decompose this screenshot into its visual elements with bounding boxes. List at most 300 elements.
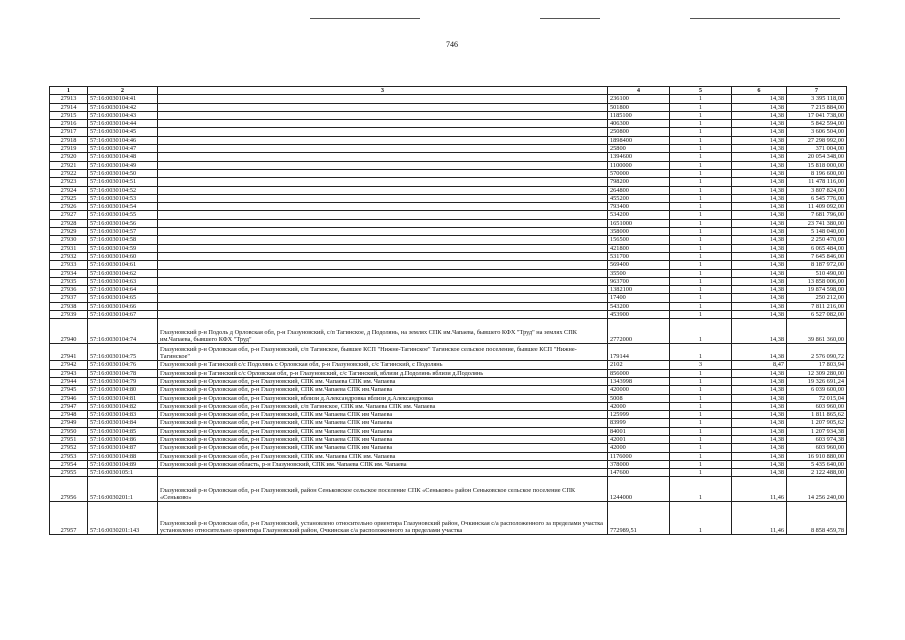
cadastral-number-cell: 57:16:0030104:44: [88, 120, 158, 128]
area-cell: 406300: [608, 120, 670, 128]
area-cell: 358000: [608, 228, 670, 236]
rate-cell: 14,38: [732, 169, 787, 177]
row-number-cell: 27942: [50, 361, 88, 369]
share-cell: 1: [670, 444, 732, 452]
address-cell: Глазуновский р-н Орловская обл, р-н Глазуновский, СПК им. Чапаева СПК им. Чапаева: [158, 377, 608, 385]
share-cell: 1: [670, 460, 732, 468]
address-cell: Глазуновский р-н Орловская обл, р-н Глазуновский, с/п Тагинское, бывшее КСП "Нижне-Тагинское" Тагинское сельское поселение, бывшее КСП "Нижне-Тагинское": [158, 344, 608, 361]
rate-cell: 14,38: [732, 128, 787, 136]
cadastral-number-cell: 57:16:0030104:50: [88, 169, 158, 177]
rate-cell: 14,38: [732, 452, 787, 460]
cadastral-number-cell: 57:16:0030104:55: [88, 211, 158, 219]
address-cell: [158, 136, 608, 144]
area-cell: 42000: [608, 402, 670, 410]
cadastral-value-cell: 6 545 776,00: [787, 194, 847, 202]
address-cell: Глазуновский р-н Орловская обл, р-н Глазуновский, СПК им Чапаева СПК им Чапаева: [158, 411, 608, 419]
rate-cell: 14,38: [732, 402, 787, 410]
row-number-cell: 27948: [50, 411, 88, 419]
cadastral-value-cell: 1 811 865,62: [787, 411, 847, 419]
area-cell: 2772000: [608, 319, 670, 344]
row-number-cell: 27954: [50, 460, 88, 468]
table-row: [50, 452, 847, 460]
table-row: [50, 203, 847, 211]
row-number-cell: 27932: [50, 252, 88, 260]
rate-cell: 14,38: [732, 236, 787, 244]
area-cell: 236100: [608, 95, 670, 103]
cadastral-value-cell: 20 054 348,00: [787, 153, 847, 161]
area-cell: 1651000: [608, 219, 670, 227]
row-number-cell: 27917: [50, 128, 88, 136]
rate-cell: 14,38: [732, 203, 787, 211]
area-cell: 1100000: [608, 161, 670, 169]
row-number-cell: 27955: [50, 469, 88, 477]
cadastral-value-cell: 2 122 488,00: [787, 469, 847, 477]
cadastral-value-cell: 12 309 280,00: [787, 369, 847, 377]
share-cell: 1: [670, 178, 732, 186]
area-cell: 455200: [608, 194, 670, 202]
share-cell: 1: [670, 261, 732, 269]
rate-cell: 14,38: [732, 377, 787, 385]
rate-cell: 14,38: [732, 136, 787, 144]
rate-cell: 14,38: [732, 269, 787, 277]
area-cell: 856000: [608, 369, 670, 377]
cadastral-number-cell: 57:16:0030104:66: [88, 302, 158, 310]
cadastral-value-cell: 27 298 992,00: [787, 136, 847, 144]
rate-cell: 14,38: [732, 219, 787, 227]
area-cell: 378000: [608, 460, 670, 468]
cadastral-number-cell: 57:16:0030104:51: [88, 178, 158, 186]
table-row: [50, 302, 847, 310]
cadastral-number-cell: 57:16:0030104:87: [88, 444, 158, 452]
rate-cell: 14,38: [732, 469, 787, 477]
cadastral-number-cell: 57:16:0030104:80: [88, 386, 158, 394]
area-cell: 453900: [608, 311, 670, 319]
row-number-cell: 27915: [50, 111, 88, 119]
row-number-cell: 27943: [50, 369, 88, 377]
cadastral-number-cell: 57:16:0030104:57: [88, 228, 158, 236]
table-row: [50, 136, 847, 144]
cadastral-number-cell: 57:16:0030104:86: [88, 435, 158, 443]
address-cell: Глазуновский р-н Орловская обл, р-н Глазуновский, с/п Тагинское, СПК им. Чапаева СПК им. Чапаева: [158, 402, 608, 410]
table-row: [50, 95, 847, 103]
row-number-cell: 27913: [50, 95, 88, 103]
share-cell: 1: [670, 244, 732, 252]
cadastral-value-cell: 6 039 600,00: [787, 386, 847, 394]
rate-cell: 14,38: [732, 411, 787, 419]
row-number-cell: 27951: [50, 435, 88, 443]
address-cell: Глазуновский р-н Тагинский с/с Орловская обл, р-н Глазуновский, с/с Тагинский, вблизи д.Подолянь вблизи д.Подолянь: [158, 369, 608, 377]
cadastral-value-cell: 6 527 082,00: [787, 311, 847, 319]
address-cell: [158, 302, 608, 310]
address-cell: Глазуновский р-н Орловская обл, р-н Глазуновский, СПК им. Чапаева СПК им. Чапаева: [158, 452, 608, 460]
row-number-cell: 27933: [50, 261, 88, 269]
row-number-cell: 27944: [50, 377, 88, 385]
cadastral-number-cell: 57:16:0030104:84: [88, 419, 158, 427]
cadastral-number-cell: 57:16:0030104:82: [88, 402, 158, 410]
row-number-cell: 27927: [50, 211, 88, 219]
address-cell: [158, 111, 608, 119]
cadastral-value-cell: 14 256 240,00: [787, 477, 847, 502]
cadastral-value-cell: 19 326 691,24: [787, 377, 847, 385]
cadastral-number-cell: 57:16:0030104:61: [88, 261, 158, 269]
rate-cell: 14,38: [732, 444, 787, 452]
area-cell: 1898400: [608, 136, 670, 144]
cadastral-number-cell: 57:16:0030104:65: [88, 294, 158, 302]
address-cell: [158, 269, 608, 277]
area-cell: 1343998: [608, 377, 670, 385]
cadastral-value-cell: 1 207 934,38: [787, 427, 847, 435]
row-number-cell: 27946: [50, 394, 88, 402]
cadastral-value-cell: 603 974,38: [787, 435, 847, 443]
address-cell: [158, 228, 608, 236]
share-cell: 1: [670, 435, 732, 443]
row-number-cell: 27926: [50, 203, 88, 211]
area-cell: 1185100: [608, 111, 670, 119]
area-cell: 83999: [608, 419, 670, 427]
cadastral-number-cell: 57:16:0030104:83: [88, 411, 158, 419]
area-cell: 421800: [608, 244, 670, 252]
area-cell: 569400: [608, 261, 670, 269]
cadastral-number-cell: 57:16:0030104:64: [88, 286, 158, 294]
share-cell: 1: [670, 128, 732, 136]
rate-cell: 14,38: [732, 244, 787, 252]
rate-cell: 14,38: [732, 294, 787, 302]
table-row: [50, 269, 847, 277]
address-cell: Глазуновский р-н Орловская обл, р-н Глазуновский, вблизи д.Александровка вблизи д.Александровка: [158, 394, 608, 402]
row-number-cell: 27935: [50, 277, 88, 285]
row-number-cell: 27940: [50, 319, 88, 344]
area-cell: 35500: [608, 269, 670, 277]
address-cell: [158, 128, 608, 136]
cadastral-value-cell: 510 490,00: [787, 269, 847, 277]
table-row: [50, 178, 847, 186]
address-cell: [158, 236, 608, 244]
rate-cell: 14,38: [732, 277, 787, 285]
share-cell: 1: [670, 95, 732, 103]
rate-cell: 14,38: [732, 394, 787, 402]
cadastral-value-cell: 11 409 092,00: [787, 203, 847, 211]
column-header: 1: [50, 87, 88, 95]
share-cell: 3: [670, 361, 732, 369]
cadastral-number-cell: 57:16:0030104:56: [88, 219, 158, 227]
rate-cell: 14,38: [732, 252, 787, 260]
address-cell: [158, 194, 608, 202]
table-row: [50, 386, 847, 394]
scan-edge-line: [690, 18, 840, 19]
address-cell: [158, 145, 608, 153]
column-header: 3: [158, 87, 608, 95]
share-cell: 1: [670, 286, 732, 294]
share-cell: 1: [670, 219, 732, 227]
table-row: [50, 394, 847, 402]
column-header: 2: [88, 87, 158, 95]
cadastral-value-cell: 2 250 470,00: [787, 236, 847, 244]
row-number-cell: 27939: [50, 311, 88, 319]
area-cell: 2102: [608, 361, 670, 369]
share-cell: 1: [670, 394, 732, 402]
address-cell: [158, 252, 608, 260]
area-cell: 798200: [608, 178, 670, 186]
share-cell: 1: [670, 228, 732, 236]
cadastral-value-cell: 7 681 796,00: [787, 211, 847, 219]
address-cell: [158, 95, 608, 103]
area-cell: 42000: [608, 444, 670, 452]
row-number-cell: 27925: [50, 194, 88, 202]
registry-table: [49, 86, 847, 535]
rate-cell: 14,38: [732, 369, 787, 377]
row-number-cell: 27953: [50, 452, 88, 460]
table-row: [50, 502, 847, 535]
area-cell: 84001: [608, 427, 670, 435]
table-row: [50, 411, 847, 419]
cadastral-number-cell: 57:16:0030201:143: [88, 502, 158, 535]
rate-cell: 14,38: [732, 111, 787, 119]
header-row: [50, 87, 847, 95]
area-cell: 963700: [608, 277, 670, 285]
address-cell: [158, 169, 608, 177]
column-header: 5: [670, 87, 732, 95]
cadastral-value-cell: 17 803,94: [787, 361, 847, 369]
address-cell: [158, 311, 608, 319]
scan-edge-line: [540, 18, 600, 19]
cadastral-value-cell: 603 960,00: [787, 444, 847, 452]
share-cell: 1: [670, 477, 732, 502]
rate-cell: 14,38: [732, 120, 787, 128]
share-cell: 1: [670, 369, 732, 377]
row-number-cell: 27934: [50, 269, 88, 277]
table-row: [50, 477, 847, 502]
cadastral-number-cell: 57:16:0030104:52: [88, 186, 158, 194]
share-cell: 1: [670, 377, 732, 385]
share-cell: 1: [670, 211, 732, 219]
cadastral-value-cell: 19 874 598,00: [787, 286, 847, 294]
area-cell: 125999: [608, 411, 670, 419]
table-row: [50, 469, 847, 477]
table-row: [50, 435, 847, 443]
area-cell: 501800: [608, 103, 670, 111]
cadastral-value-cell: 6 065 484,00: [787, 244, 847, 252]
area-cell: 1382100: [608, 286, 670, 294]
cadastral-number-cell: 57:16:0030201:1: [88, 477, 158, 502]
area-cell: 534200: [608, 211, 670, 219]
cadastral-number-cell: 57:16:0030104:62: [88, 269, 158, 277]
share-cell: 1: [670, 452, 732, 460]
rate-cell: 14,38: [732, 319, 787, 344]
table-row: [50, 128, 847, 136]
rate-cell: 11,46: [732, 477, 787, 502]
table-row: [50, 111, 847, 119]
address-cell: [158, 103, 608, 111]
rate-cell: 14,38: [732, 228, 787, 236]
share-cell: 1: [670, 161, 732, 169]
table-row: [50, 244, 847, 252]
share-cell: 1: [670, 169, 732, 177]
area-cell: 264800: [608, 186, 670, 194]
share-cell: 1: [670, 344, 732, 361]
address-cell: [158, 178, 608, 186]
rate-cell: 14,38: [732, 344, 787, 361]
cadastral-value-cell: 250 212,00: [787, 294, 847, 302]
rate-cell: 14,38: [732, 95, 787, 103]
table-row: [50, 194, 847, 202]
cadastral-value-cell: 7 811 216,00: [787, 302, 847, 310]
share-cell: 1: [670, 120, 732, 128]
share-cell: 1: [670, 252, 732, 260]
table-row: [50, 153, 847, 161]
cadastral-number-cell: 57:16:0030104:67: [88, 311, 158, 319]
table-row: [50, 419, 847, 427]
share-cell: 1: [670, 136, 732, 144]
cadastral-number-cell: 57:16:0030104:47: [88, 145, 158, 153]
address-cell: Глазуновский р-н Орловская обл, р-н Глазуновский, СПК им Чапаева СПК им Чапаева: [158, 435, 608, 443]
row-number-cell: 27937: [50, 294, 88, 302]
share-cell: 1: [670, 311, 732, 319]
row-number-cell: 27938: [50, 302, 88, 310]
cadastral-number-cell: 57:16:0030104:53: [88, 194, 158, 202]
share-cell: 1: [670, 203, 732, 211]
address-cell: [158, 469, 608, 477]
address-cell: [158, 294, 608, 302]
share-cell: 1: [670, 302, 732, 310]
row-number-cell: 27914: [50, 103, 88, 111]
rate-cell: 14,38: [732, 302, 787, 310]
address-cell: [158, 219, 608, 227]
cadastral-number-cell: 57:16:0030104:60: [88, 252, 158, 260]
table-row: [50, 186, 847, 194]
area-cell: 156500: [608, 236, 670, 244]
table-row: [50, 161, 847, 169]
area-cell: 5008: [608, 394, 670, 402]
area-cell: 793400: [608, 203, 670, 211]
rate-cell: 8,47: [732, 361, 787, 369]
row-number-cell: 27930: [50, 236, 88, 244]
share-cell: 1: [670, 153, 732, 161]
area-cell: 42001: [608, 435, 670, 443]
address-cell: Глазуновский р-н Орловская обл, р-н Глазуновский, СПК им.Чапаева СПК им.Чапаева: [158, 386, 608, 394]
address-cell: [158, 120, 608, 128]
row-number-cell: 27956: [50, 477, 88, 502]
table-row: [50, 294, 847, 302]
table-row: [50, 277, 847, 285]
share-cell: 1: [670, 186, 732, 194]
cadastral-value-cell: 5 148 040,00: [787, 228, 847, 236]
cadastral-value-cell: 72 015,04: [787, 394, 847, 402]
row-number-cell: 27949: [50, 419, 88, 427]
cadastral-number-cell: 57:16:0030104:74: [88, 319, 158, 344]
area-cell: 570000: [608, 169, 670, 177]
address-cell: Глазуновский р-н Орловская обл, р-н Глазуновский, СПК им Чапаева СПК им Чапаева: [158, 427, 608, 435]
cadastral-number-cell: 57:16:0030104:81: [88, 394, 158, 402]
share-cell: 1: [670, 277, 732, 285]
cadastral-number-cell: 57:16:0030104:41: [88, 95, 158, 103]
row-number-cell: 27924: [50, 186, 88, 194]
cadastral-value-cell: 16 910 880,00: [787, 452, 847, 460]
table-row: [50, 120, 847, 128]
table-row: [50, 427, 847, 435]
share-cell: 1: [670, 469, 732, 477]
area-cell: 1176000: [608, 452, 670, 460]
table-row: [50, 261, 847, 269]
cadastral-number-cell: 57:16:0030104:59: [88, 244, 158, 252]
area-cell: 531700: [608, 252, 670, 260]
cadastral-number-cell: 57:16:0030104:58: [88, 236, 158, 244]
rate-cell: 14,38: [732, 103, 787, 111]
row-number-cell: 27916: [50, 120, 88, 128]
cadastral-number-cell: 57:16:0030104:63: [88, 277, 158, 285]
rate-cell: 14,38: [732, 211, 787, 219]
table-row: [50, 211, 847, 219]
address-cell: Глазуновский р-н Орловская обл, р-н Глазуновский, СПК им Чапаева СПК им Чапаева: [158, 419, 608, 427]
column-header: 7: [787, 87, 847, 95]
table-row: [50, 169, 847, 177]
cadastral-number-cell: 57:16:0030104:49: [88, 161, 158, 169]
cadastral-number-cell: 57:16:0030104:85: [88, 427, 158, 435]
table-row: [50, 460, 847, 468]
cadastral-value-cell: 17 041 738,00: [787, 111, 847, 119]
cadastral-value-cell: 23 741 380,00: [787, 219, 847, 227]
cadastral-value-cell: 8 196 600,00: [787, 169, 847, 177]
cadastral-value-cell: 3 395 118,00: [787, 95, 847, 103]
cadastral-number-cell: 57:16:0030104:89: [88, 460, 158, 468]
row-number-cell: 27952: [50, 444, 88, 452]
address-cell: Глазуновский р-н Орловская область, р-н Глазуновский, СПК им. Чапаева СПК им. Чапаева: [158, 460, 608, 468]
table-row: [50, 236, 847, 244]
table-row: [50, 377, 847, 385]
address-cell: Глазуновский р-н Орловская обл, р-н Глазуновский, установлено относительно ориентира Глазуновский район, Очкинская с/а расположенного за пределами участка установлено относительно ориентира Глазуновский район, Очкинская с/а расположенного за пределами участка: [158, 502, 608, 535]
row-number-cell: 27931: [50, 244, 88, 252]
area-cell: 1244000: [608, 477, 670, 502]
rate-cell: 14,38: [732, 311, 787, 319]
table-row: [50, 228, 847, 236]
address-cell: Глазуновский р-н Тагинский с/с Подолянь с Орловская обл, р-н Глазуновский, с/с Тагинский, с Подолянь: [158, 361, 608, 369]
rate-cell: 11,46: [732, 502, 787, 535]
address-cell: [158, 277, 608, 285]
cadastral-value-cell: 1 207 905,62: [787, 419, 847, 427]
rate-cell: 14,38: [732, 145, 787, 153]
row-number-cell: 27922: [50, 169, 88, 177]
cadastral-value-cell: 7 645 846,00: [787, 252, 847, 260]
table-row: [50, 402, 847, 410]
share-cell: 1: [670, 402, 732, 410]
cadastral-value-cell: 371 004,00: [787, 145, 847, 153]
cadastral-value-cell: 11 478 116,00: [787, 178, 847, 186]
cadastral-value-cell: 15 818 000,00: [787, 161, 847, 169]
address-cell: [158, 153, 608, 161]
address-cell: [158, 244, 608, 252]
rate-cell: 14,38: [732, 153, 787, 161]
row-number-cell: 27936: [50, 286, 88, 294]
table-row: [50, 344, 847, 361]
share-cell: 1: [670, 427, 732, 435]
rate-cell: 14,38: [732, 386, 787, 394]
area-cell: 772989,51: [608, 502, 670, 535]
cadastral-number-cell: 57:16:0030104:79: [88, 377, 158, 385]
address-cell: [158, 161, 608, 169]
row-number-cell: 27920: [50, 153, 88, 161]
address-cell: [158, 186, 608, 194]
cadastral-value-cell: 13 858 006,00: [787, 277, 847, 285]
cadastral-number-cell: 57:16:0030104:46: [88, 136, 158, 144]
cadastral-number-cell: 57:16:0030104:48: [88, 153, 158, 161]
share-cell: 1: [670, 269, 732, 277]
table-row: [50, 145, 847, 153]
cadastral-value-cell: 3 606 504,00: [787, 128, 847, 136]
cadastral-value-cell: 5 842 594,00: [787, 120, 847, 128]
share-cell: 1: [670, 194, 732, 202]
column-header: 6: [732, 87, 787, 95]
row-number-cell: 27918: [50, 136, 88, 144]
page-number: 746: [446, 40, 458, 49]
